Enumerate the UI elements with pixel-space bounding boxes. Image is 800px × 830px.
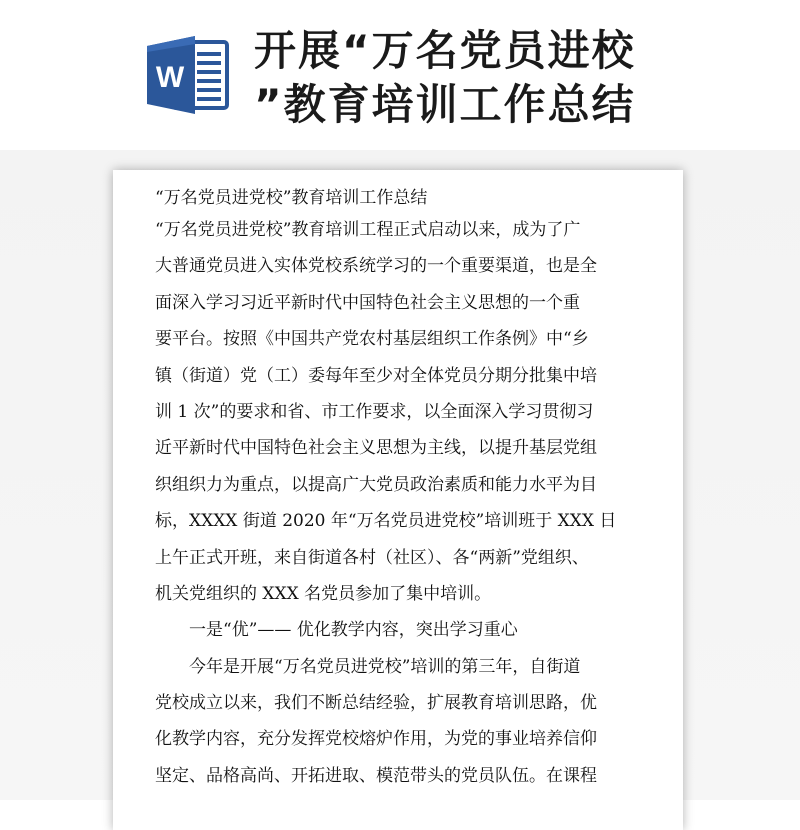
doc-line: 机关党组织的 XXX 名党员参加了集中培训。: [155, 583, 492, 604]
doc-line: 大普通党员进入实体党校系统学习的一个重要渠道，也是全: [155, 256, 597, 277]
word-letter: W: [155, 61, 185, 94]
doc-line: 织组织力为重点，以提高广大党员政治素质和能力水平为目: [155, 474, 597, 495]
doc-line: 标，XXXX 街道 2020 年“万名党员进党校”培训班于 XXX 日: [155, 511, 617, 532]
doc-line: “万名党员进党校”教育培训工程正式启动以来，成为了广: [155, 220, 581, 240]
doc-line: 面深入学习习近平新时代中国特色社会主义思想的一个重: [155, 292, 580, 313]
doc-line: 上午正式开班，来自街道各村（社区）、各“两新”党组织、: [155, 547, 589, 568]
header-banner: [0, 0, 800, 150]
page-title: [254, 24, 694, 132]
doc-line: 今年是开展“万名党员进党校”培训的第三年，自街道: [189, 656, 581, 677]
doc-title-line: “万名党员进党校”教育培训工作总结: [155, 188, 428, 208]
doc-line: 要平台。按照《中国共产党农村基层组织工作条例》中“乡: [155, 329, 589, 350]
document-body: [155, 184, 655, 794]
word-doc-icon: [143, 34, 233, 116]
doc-line: 坚定、品格高尚、开拓进取、模范带头的党员队伍。在课程: [155, 765, 597, 786]
doc-line: 训 1 次”的要求和省、市工作要求，以全面深入学习贯彻习: [155, 401, 594, 422]
doc-line: 党校成立以来，我们不断总结经验，扩展教育培训思路，优: [155, 693, 597, 714]
doc-line: 近平新时代中国特色社会主义思想为主线，以提升基层党组: [155, 438, 597, 459]
doc-line: 镇（街道）党（工）委每年至少对全体党员分期分批集中培: [155, 365, 597, 386]
doc-line: 化教学内容，充分发挥党校熔炉作用，为党的事业培养信仰: [155, 729, 597, 750]
title-line-2: ”教育培训工作总结: [254, 80, 636, 129]
title-line-1: 开展“万名党员进校: [254, 26, 636, 75]
section-heading: 一是“优”—— 优化教学内容，突出学习重心: [189, 620, 518, 641]
